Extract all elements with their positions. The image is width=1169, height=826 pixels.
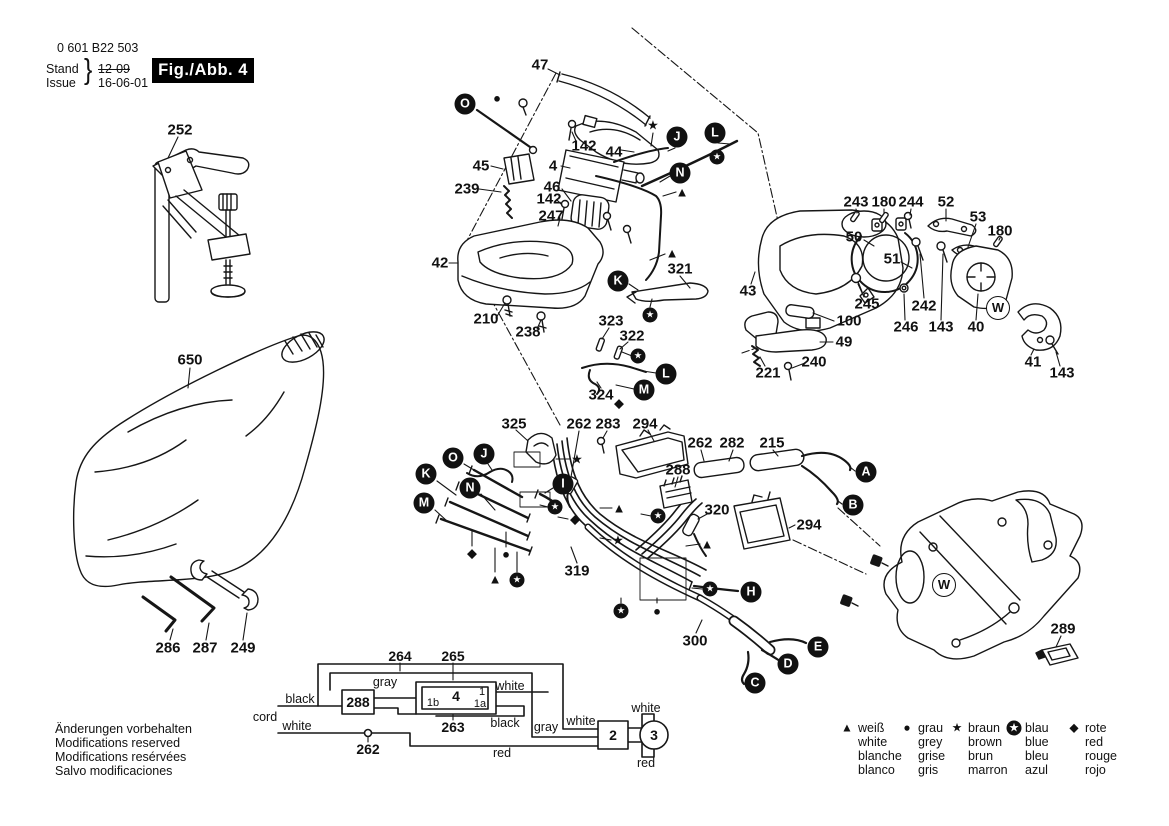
wire-end-marker: D (778, 654, 799, 675)
part-number-label: 282 (719, 434, 745, 452)
part-number-label: 320 (704, 501, 730, 519)
legend-symbol-diamond-icon: ◆ (1069, 720, 1079, 735)
part-number-label: 242 (911, 297, 937, 315)
color-symbol-dot-icon: ● (493, 90, 501, 106)
part-number-label: 262 (566, 415, 592, 433)
wire-end-marker: N (670, 163, 691, 184)
legend-term: grau (918, 721, 944, 735)
part-number-label: 53 (969, 208, 987, 226)
part-number-label: 47 (531, 56, 549, 74)
schematic-part-number: 264 (388, 648, 412, 664)
hex-keys-drawing (143, 577, 214, 631)
color-symbol-triangle-icon: ▲ (675, 184, 689, 200)
wire-color-label: black (490, 716, 520, 730)
legend-term: rote (1085, 721, 1107, 735)
legend-term: weiß (858, 721, 885, 735)
legend-term: blanco (858, 763, 895, 777)
color-symbol-blue-icon: ★ (614, 604, 629, 619)
wire-end-marker: B (843, 495, 864, 516)
part-number-label: 50 (845, 228, 863, 246)
housing-42-drawing (458, 220, 646, 394)
schematic-part-number: 262 (356, 741, 380, 757)
wire-end-marker: M (414, 493, 435, 514)
schematic-part-number: 265 (441, 648, 465, 664)
part-number-label: 245 (854, 295, 880, 313)
schematic-box-label: 3 (650, 727, 658, 743)
wire-color-label: cord (252, 710, 278, 724)
part-number-label: 142 (571, 137, 597, 155)
schematic-box-label: 2 (609, 727, 617, 743)
color-symbol-blue-icon: ★ (651, 509, 666, 524)
part-number-label: 294 (632, 415, 658, 433)
wire-end-marker: K (416, 464, 437, 485)
part-number-label: 283 (595, 415, 621, 433)
part-number-label: 210 (473, 310, 499, 328)
wire-color-label: white (282, 719, 312, 733)
part-number-label: 262 (687, 434, 713, 452)
note-de: Änderungen vorbehalten (55, 722, 192, 736)
legend-term: blau (1025, 721, 1049, 735)
stand-value: 12-09 (98, 62, 130, 76)
schematic-terminal-label: 1a (473, 698, 487, 710)
color-symbol-triangle-icon: ▲ (665, 245, 679, 261)
schematic-box-label: 4 (452, 688, 460, 704)
color-symbol-blue-icon: ★ (710, 150, 725, 165)
part-number-label: 650 (177, 351, 203, 369)
legend-term: bleu (1025, 749, 1049, 763)
wire-end-marker: I (553, 474, 574, 495)
part-number-label: 180 (871, 193, 897, 211)
color-symbol-star-icon: ★ (571, 451, 583, 467)
part-number-label: 243 (843, 193, 869, 211)
part-number-label: 42 (431, 254, 449, 272)
legend-symbol-triangle-icon: ▲ (841, 720, 853, 735)
wire-end-marker: H (741, 582, 762, 603)
wire-end-marker: K (608, 271, 629, 292)
color-symbol-blue-icon: ★ (643, 308, 658, 323)
part-number-label: 43 (739, 282, 757, 300)
legend-symbol-star-icon: ★ (951, 720, 963, 735)
part-number-label: 49 (835, 333, 853, 351)
legend-term: brun (968, 749, 994, 763)
legend-term: grise (918, 749, 946, 763)
legend-symbol-blue-icon: ★ (1007, 721, 1022, 736)
clamp-252-drawing (153, 149, 250, 302)
assembly-ref-marker: W (986, 296, 1010, 320)
legend-term: rojo (1085, 763, 1106, 777)
issue-value: 16-06-01 (98, 76, 149, 90)
document-number: 0 601 B22 503 (57, 41, 139, 55)
schematic-terminal-label: 1b (426, 697, 440, 709)
part-number-label: 321 (667, 260, 693, 278)
wire-end-marker: E (808, 637, 829, 658)
part-number-label: 180 (987, 222, 1013, 240)
part-number-label: 294 (796, 516, 822, 534)
part-number-label: 221 (755, 364, 781, 382)
part-number-label: 51 (883, 250, 901, 268)
legend-term: gris (918, 763, 939, 777)
part-number-label: 322 (619, 327, 645, 345)
legend-term: grey (918, 735, 943, 749)
color-symbol-blue-icon: ★ (703, 582, 718, 597)
part-number-label: 247 (538, 207, 564, 225)
wire-color-label: white (495, 679, 525, 693)
legend-term: red (1085, 735, 1104, 749)
part-number-label: 46 (543, 178, 561, 196)
figure-badge: Fig./Abb. 4 (152, 58, 254, 83)
part-number-label: 324 (588, 386, 614, 404)
wire-color-label: white (566, 714, 596, 728)
schematic-terminal-label: 1 (478, 686, 486, 698)
schematic-box-label: 288 (346, 694, 370, 710)
schematic-part-number: 263 (441, 719, 465, 735)
part-number-label: 286 (155, 639, 181, 657)
color-symbol-triangle-icon: ▲ (612, 500, 626, 516)
part-number-label: 252 (167, 121, 193, 139)
legend-term: rouge (1085, 749, 1117, 763)
legend-term: blanche (858, 749, 902, 763)
color-symbol-diamond-icon: ◆ (570, 511, 580, 527)
part-number-label: 45 (472, 157, 490, 175)
part-number-label: 100 (836, 312, 862, 330)
part-number-label: 41 (1024, 353, 1042, 371)
issue-label: Issue (46, 76, 76, 90)
legend-term: marron (968, 763, 1008, 777)
part-number-label: 249 (230, 639, 256, 657)
note-es: Salvo modificaciones (55, 764, 173, 778)
wire-end-marker: O (443, 448, 464, 469)
part-number-label: 143 (928, 318, 954, 336)
part-number-label: 44 (605, 143, 623, 161)
color-symbol-blue-icon: ★ (548, 500, 563, 515)
wire-harness-drawing (436, 425, 850, 684)
color-symbol-diamond-icon: ◆ (614, 395, 624, 411)
note-en: Modifications reserved (55, 736, 181, 750)
part-number-label: 244 (898, 193, 924, 211)
part-number-label: 142 (536, 190, 562, 208)
part-number-label: 323 (598, 312, 624, 330)
legend-term: white (858, 735, 888, 749)
wire-color-label: gray (533, 720, 559, 734)
note-fr: Modifications resérvées (55, 750, 187, 764)
wire-end-marker: L (705, 123, 726, 144)
legend-term: blue (1025, 735, 1049, 749)
wire-color-label: red (636, 756, 656, 770)
color-symbol-star-icon: ★ (647, 117, 659, 133)
part-number-label: 4 (548, 157, 558, 175)
part-number-label: 215 (759, 434, 785, 452)
part-number-label: 288 (665, 461, 691, 479)
part-number-label: 319 (564, 562, 590, 580)
header-brace: } (84, 53, 93, 87)
legend-term: azul (1025, 763, 1048, 777)
color-symbol-diamond-icon: ◆ (467, 545, 477, 561)
color-symbol-star-icon: ★ (612, 532, 624, 548)
legend-term: brown (968, 735, 1003, 749)
wire-end-marker: J (667, 127, 688, 148)
part-number-label: 238 (515, 323, 541, 341)
part-number-label: 289 (1050, 620, 1076, 638)
wire-end-marker: J (474, 444, 495, 465)
part-number-label: 143 (1049, 364, 1075, 382)
legend-term: braun (968, 721, 1000, 735)
color-symbol-dot-icon: ● (653, 603, 661, 619)
part-number-label: 246 (893, 318, 919, 336)
wire-end-marker: L (656, 364, 677, 385)
motor-cover-assembly-drawing (745, 210, 1061, 380)
wire-end-marker: C (745, 673, 766, 694)
wire-end-marker: O (455, 94, 476, 115)
wire-end-marker: M (634, 380, 655, 401)
color-symbol-blue-icon: ★ (631, 349, 646, 364)
wire-color-label: white (631, 701, 661, 715)
part-number-label: 40 (967, 318, 985, 336)
part-number-label: 239 (454, 180, 480, 198)
stand-label: Stand (46, 62, 79, 76)
part-number-label: 52 (937, 193, 955, 211)
color-symbol-triangle-icon: ▲ (488, 571, 502, 587)
part-number-label: 325 (501, 415, 527, 433)
wire-color-label: gray (372, 675, 398, 689)
part-number-label: 240 (801, 353, 827, 371)
color-symbol-blue-icon: ★ (510, 573, 525, 588)
wire-color-label: black (285, 692, 315, 706)
color-symbol-triangle-icon: ▲ (700, 536, 714, 552)
wire-end-marker: N (460, 478, 481, 499)
wire-color-label: red (492, 746, 512, 760)
legend-symbol-dot-icon: ● (903, 720, 911, 735)
part-number-label: 287 (192, 639, 218, 657)
wire-end-marker: A (856, 462, 877, 483)
color-symbol-dot-icon: ● (502, 546, 510, 562)
part-number-label: 300 (682, 632, 708, 650)
assembly-ref-marker: W (932, 573, 956, 597)
gear-housing-drawing (841, 491, 1082, 665)
